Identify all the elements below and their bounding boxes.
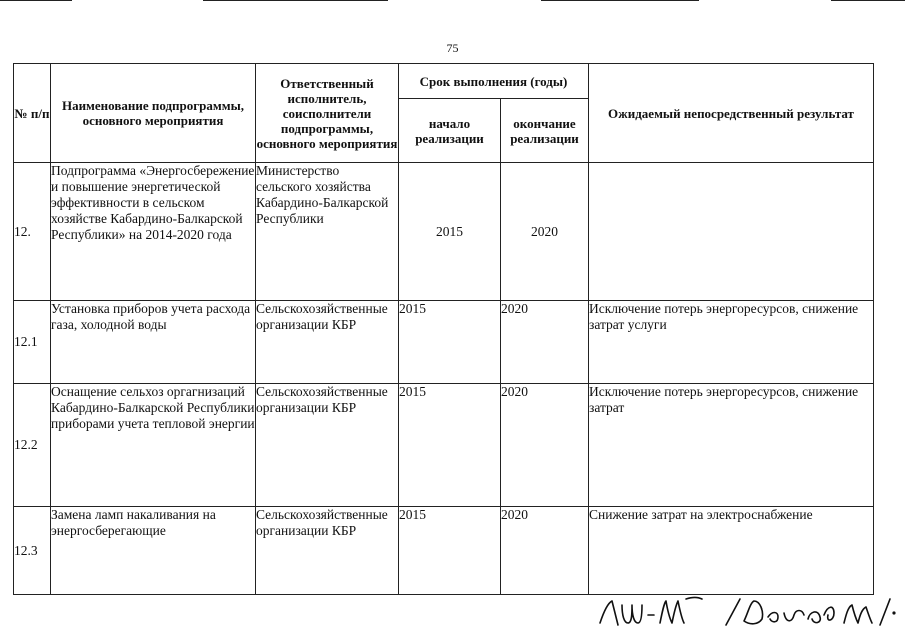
row-name: Установка приборов учета расхода газа, холодной воды — [51, 301, 256, 384]
top-rule-left — [0, 0, 72, 1]
row-responsible: Сельскохозяйственные организации КБР — [256, 507, 399, 595]
row-end: 2020 — [501, 163, 589, 301]
row-name: Оснащение сельхоз оргагнизаций Кабардино-Балкарской Республики приборами учета тепловой энергии — [51, 384, 256, 507]
row-number: 12.1 — [14, 301, 51, 384]
header-end: окончание реализации — [501, 99, 589, 163]
header-row-1 — [14, 64, 874, 99]
row-responsible: Сельскохозяйственные организации КБР — [256, 384, 399, 507]
top-rule-far — [831, 0, 905, 1]
row-start: 2015 — [399, 507, 501, 595]
row-result — [589, 163, 874, 301]
top-rule-mid — [203, 0, 388, 1]
row-start: 2015 — [399, 163, 501, 301]
row-number: 12. — [14, 163, 51, 301]
header-start: начало реализации — [399, 99, 501, 163]
row-result: Исключение потерь энергоресурсов, снижение затрат услуги — [589, 301, 874, 384]
header-term: Срок выполнения (годы) — [399, 64, 589, 99]
page-number: 75 — [446, 41, 459, 55]
row-end: 2020 — [501, 384, 589, 507]
row-result: Исключение потерь энергоресурсов, снижение затрат — [589, 384, 874, 507]
row-responsible: Сельскохозяйственные организации КБР — [256, 301, 399, 384]
row-name: Замена ламп накаливания на энергосберегающие — [51, 507, 256, 595]
row-result: Снижение затрат на электроснабжение — [589, 507, 874, 595]
table-row — [14, 163, 874, 301]
row-end: 2020 — [501, 301, 589, 384]
table-row — [14, 384, 874, 507]
row-end: 2020 — [501, 507, 589, 595]
header-name: Наименование подпрограммы, основного мероприятия — [51, 64, 256, 163]
handwritten-signature — [598, 593, 898, 633]
row-responsible: Министерство сельского хозяйства Кабардино-Балкарской Республики — [256, 163, 399, 301]
table-row — [14, 507, 874, 595]
row-number: 12.3 — [14, 507, 51, 595]
row-name: Подпрограмма «Энергосбережение и повышение энергетической эффективности в сельском хозяйстве Кабардино-Балкарской Республики» на 2014-2020 года — [51, 163, 256, 301]
header-result: Ожидаемый непосредственный результат — [589, 64, 874, 163]
program-table — [13, 63, 874, 595]
row-start: 2015 — [399, 301, 501, 384]
row-start: 2015 — [399, 384, 501, 507]
row-number: 12.2 — [14, 384, 51, 507]
header-responsible: Ответственный исполнитель, соисполнители подпрограммы, основного мероприятия — [256, 64, 399, 163]
top-rule-right — [541, 0, 699, 1]
header-num: № п/п — [14, 64, 51, 163]
table-row — [14, 301, 874, 384]
